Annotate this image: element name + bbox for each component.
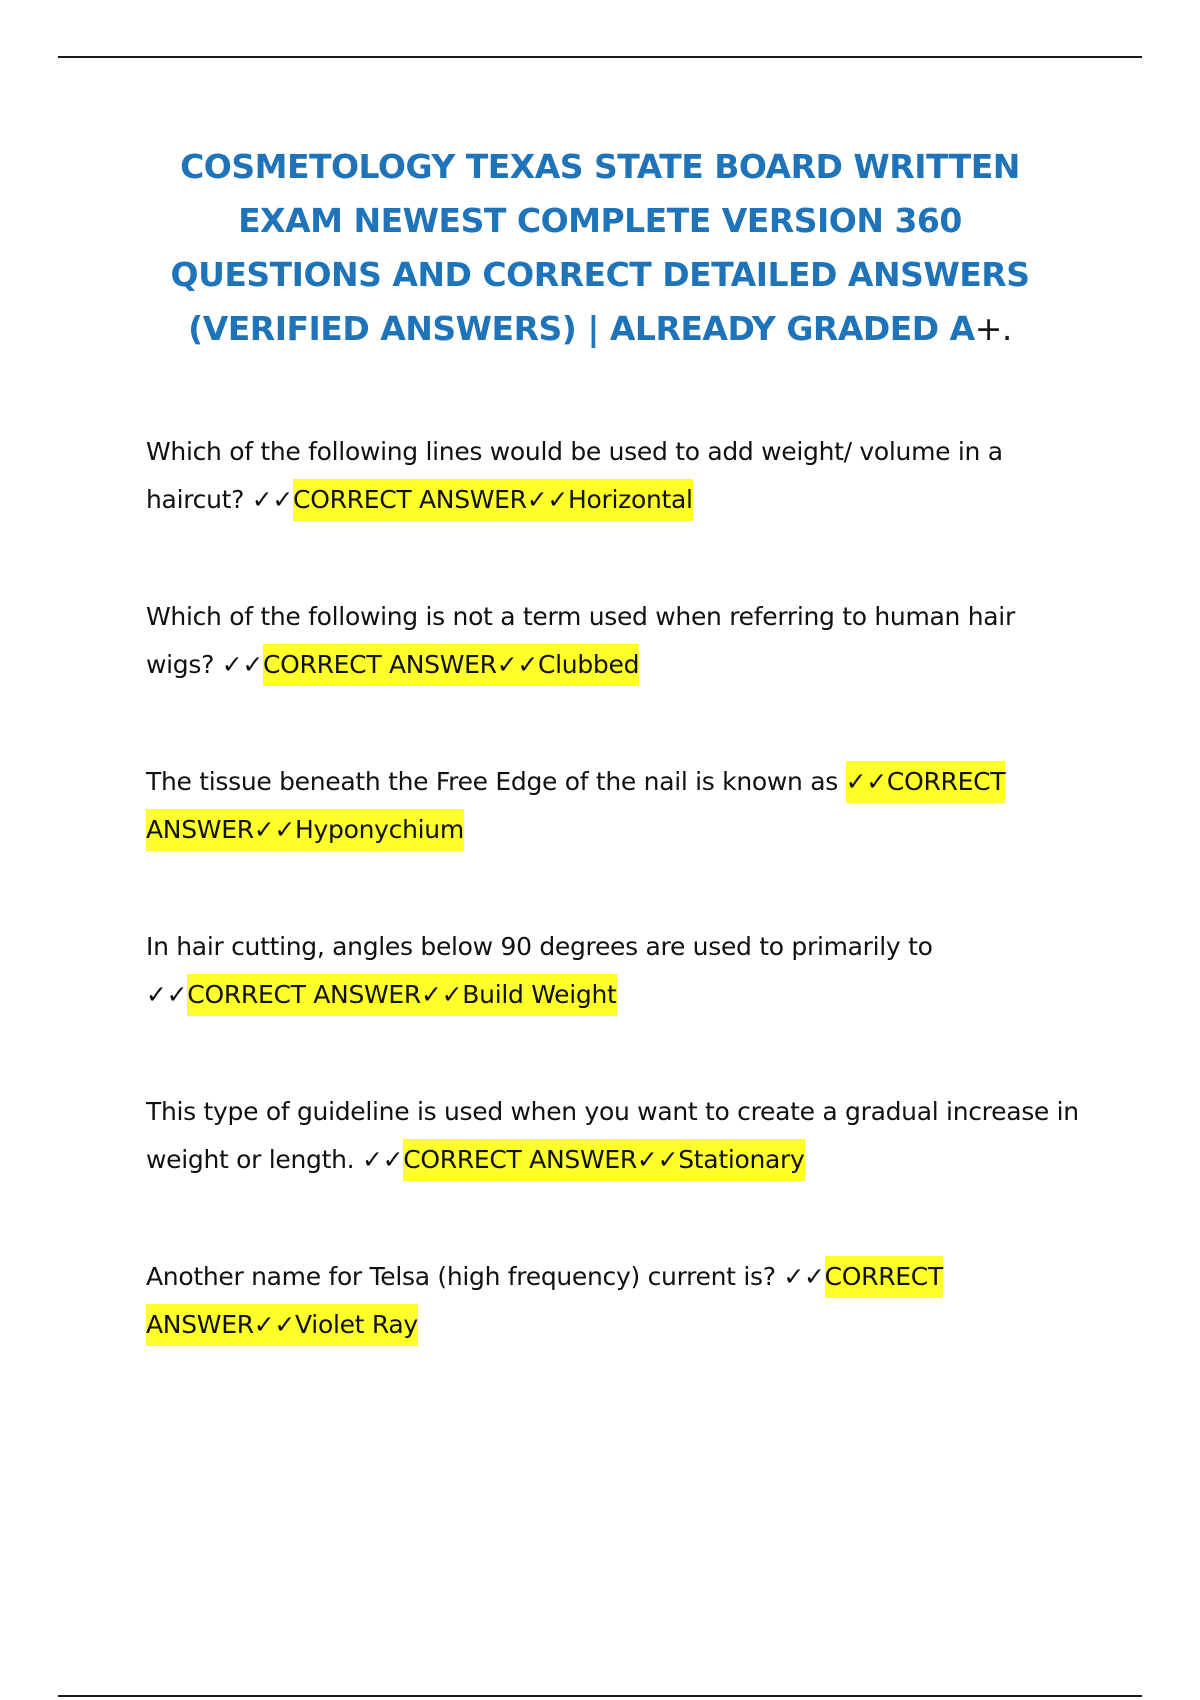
question-text: Which of the following lines would be used to add weight/ volume in a haircut? ✓✓ bbox=[146, 437, 1003, 514]
question-text: In hair cutting, angles below 90 degrees are used to primarily to ✓✓ bbox=[146, 932, 933, 1009]
answer-highlight: CORRECT ANSWER✓✓Build Weight bbox=[187, 974, 616, 1016]
answer-highlight: CORRECT ANSWER✓✓Horizontal bbox=[293, 479, 693, 521]
qa-item bbox=[146, 758, 1090, 854]
question-text: This type of guideline is used when you want to create a gradual increase in weight or length. ✓✓ bbox=[146, 1097, 1079, 1174]
qa-item bbox=[146, 923, 1090, 1019]
question-text: The tissue beneath the Free Edge of the nail is known as bbox=[146, 767, 846, 796]
title-suffix: +. bbox=[974, 309, 1012, 348]
document-title bbox=[150, 140, 1050, 356]
qa-list bbox=[146, 428, 1090, 1349]
answer-highlight: CORRECT ANSWER✓✓Stationary bbox=[403, 1139, 804, 1181]
qa-item bbox=[146, 1253, 1090, 1349]
qa-item bbox=[146, 1088, 1090, 1184]
title-main: COSMETOLOGY TEXAS STATE BOARD WRITTEN EXAM NEWEST COMPLETE VERSION 360 QUESTIONS AND CORRECT DETAILED ANSWERS (VERIFIED ANSWERS) | ALREADY GRADED A bbox=[170, 147, 1030, 348]
answer-highlight: ✓✓CORRECT ANSWER✓✓Hyponychium bbox=[146, 761, 1005, 851]
question-text: Which of the following is not a term used when referring to human hair wigs? ✓✓ bbox=[146, 602, 1015, 679]
bottom-rule bbox=[58, 1695, 1142, 1697]
answer-highlight: CORRECT ANSWER✓✓Clubbed bbox=[263, 644, 639, 686]
answer-highlight: CORRECT ANSWER✓✓Violet Ray bbox=[146, 1256, 943, 1346]
top-rule bbox=[58, 56, 1142, 58]
question-text: Another name for Telsa (high frequency) current is? ✓✓ bbox=[146, 1262, 825, 1291]
qa-item bbox=[146, 593, 1090, 689]
qa-item bbox=[146, 428, 1090, 524]
